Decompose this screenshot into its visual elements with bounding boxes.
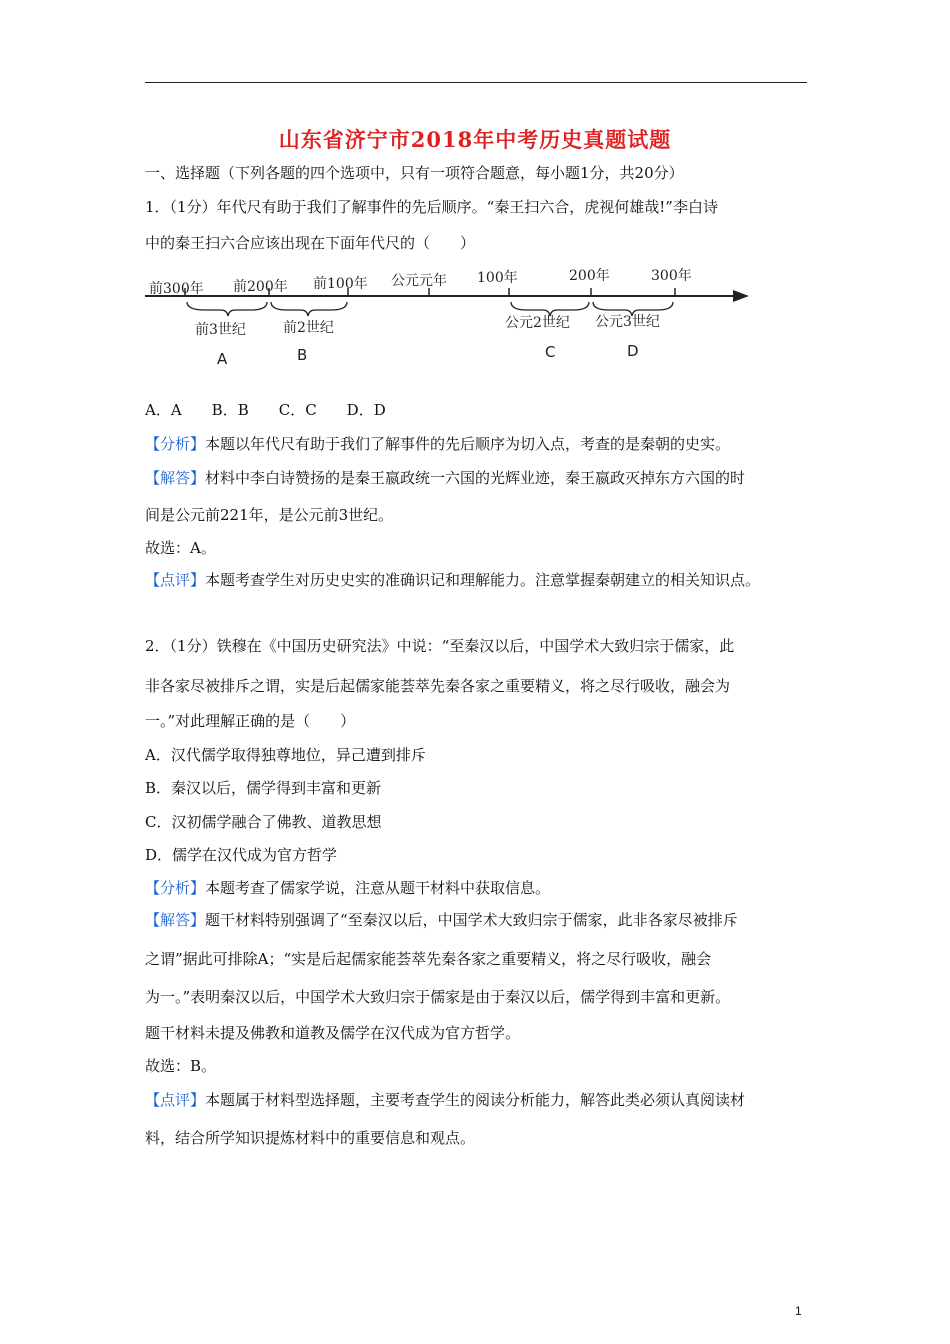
- answer-tag: 【解答】: [145, 911, 206, 929]
- q2-comment-line1: [145, 1090, 745, 1110]
- span-label: 前2世纪: [283, 320, 334, 336]
- q1-text-line1: 1．（1分）年代尺有助于我们了解事件的先后顺序。“秦王扫六合，虎视何雄哉!”李白诗: [145, 198, 718, 216]
- header-rule: [145, 82, 807, 83]
- q2-option-d: D．儒学在汉代成为官方哲学: [145, 846, 338, 864]
- page-number: 1: [795, 1304, 802, 1318]
- q2-answer-line1: [145, 910, 738, 930]
- q1-choice: 故选：A。: [145, 539, 216, 557]
- q1-comment: [145, 570, 760, 590]
- answer-text: 题干材料特别强调了“至秦汉以后，中国学术大致归宗于儒家，此非各家尽被排斥: [205, 911, 738, 929]
- comment-text: 本题考查学生对历史史实的准确识记和理解能力。注意掌握秦朝建立的相关知识点。: [205, 571, 761, 589]
- q2-answer-line4: 题干材料未提及佛教和道教及儒学在汉代成为官方哲学。: [145, 1024, 521, 1042]
- q2-analysis: [145, 878, 550, 898]
- answer-tag: 【解答】: [145, 469, 206, 487]
- q2-option-b: B．秦汉以后，儒学得到丰富和更新: [145, 779, 382, 797]
- comment-tag: 【点评】: [145, 1091, 206, 1109]
- tick-label: 100年: [477, 270, 518, 286]
- brace-c: [511, 302, 589, 316]
- q1-answer-line1: [145, 468, 745, 488]
- brace-b: [271, 302, 347, 316]
- q2-comment-line2: 料，结合所学知识提炼材料中的重要信息和观点。: [145, 1129, 476, 1147]
- q1-text-line2: 中的秦王扫六合应该出现在下面年代尺的（ ）: [145, 234, 476, 252]
- tick-label: 200年: [569, 268, 610, 284]
- comment-text: 本题属于材料型选择题，主要考查学生的阅读分析能力，解答此类必须认真阅读材: [205, 1091, 746, 1109]
- span-label: 公元3世纪: [595, 314, 660, 330]
- q2-text-line2: 非各家尽被排斥之谓，实是后起儒家能荟萃先秦各家之重要精义，将之尽行吸收，融会为: [145, 677, 731, 695]
- tick-label: 公元元年: [391, 273, 447, 289]
- answer-text: 材料中李白诗赞扬的是秦王嬴政统一六国的光辉业迹，秦王嬴政灭掉东方六国的时: [205, 469, 746, 487]
- tick-label: 前300年: [149, 281, 204, 297]
- tick-label: 前100年: [313, 276, 368, 292]
- q1-timeline-figure: [145, 262, 755, 372]
- q1-answer-line2: 间是公元前221年，是公元前3世纪。: [145, 506, 394, 524]
- q2-answer-line2: 之谓”据此可排除A；“实是后起儒家能荟萃先秦各家之重要精义，将之尽行吸收，融会: [145, 950, 712, 968]
- letter-b: B: [297, 346, 308, 364]
- q2-option-a: A．汉代儒学取得独尊地位，异己遭到排斥: [145, 746, 426, 764]
- q2-text-line1: 2．（1分）铁穆在《中国历史研究法》中说：“至秦汉以后，中国学术大致归宗于儒家，此: [145, 637, 735, 655]
- letter-c: C: [545, 343, 556, 361]
- q1-options: A．A B．B C．C D．D: [145, 401, 386, 419]
- analysis-text: 本题考查了儒家学说，注意从题干材料中获取信息。: [205, 879, 551, 897]
- letter-d: D: [627, 342, 639, 360]
- analysis-text: 本题以年代尺有助于我们了解事件的先后顺序为切入点，考查的是秦朝的史实。: [205, 435, 731, 453]
- analysis-tag: 【分析】: [145, 435, 206, 453]
- q2-option-c: C．汉初儒学融合了佛教、道教思想: [145, 813, 382, 831]
- q2-choice: 故选：B。: [145, 1057, 217, 1075]
- span-label: 前3世纪: [195, 322, 246, 338]
- comment-tag: 【点评】: [145, 571, 206, 589]
- analysis-tag: 【分析】: [145, 879, 206, 897]
- span-label: 公元2世纪: [505, 315, 570, 331]
- q2-answer-line3: 为一。”表明秦汉以后，中国学术大致归宗于儒家是由于秦汉以后，儒学得到丰富和更新。: [145, 988, 731, 1006]
- page-title: 山东省济宁市2018年中考历史真题试题: [278, 127, 672, 152]
- tick-label: 前200年: [233, 279, 288, 295]
- timeline-arrowhead: [733, 290, 749, 302]
- q2-text-line3: 一。”对此理解正确的是（ ）: [145, 712, 356, 730]
- tick-label: 300年: [651, 268, 692, 284]
- section-heading: 一、选择题（下列各题的四个选项中，只有一项符合题意，每小题1分，共20分）: [145, 164, 684, 182]
- letter-a: A: [217, 350, 228, 368]
- brace-a: [187, 302, 267, 316]
- q1-analysis: [145, 434, 730, 454]
